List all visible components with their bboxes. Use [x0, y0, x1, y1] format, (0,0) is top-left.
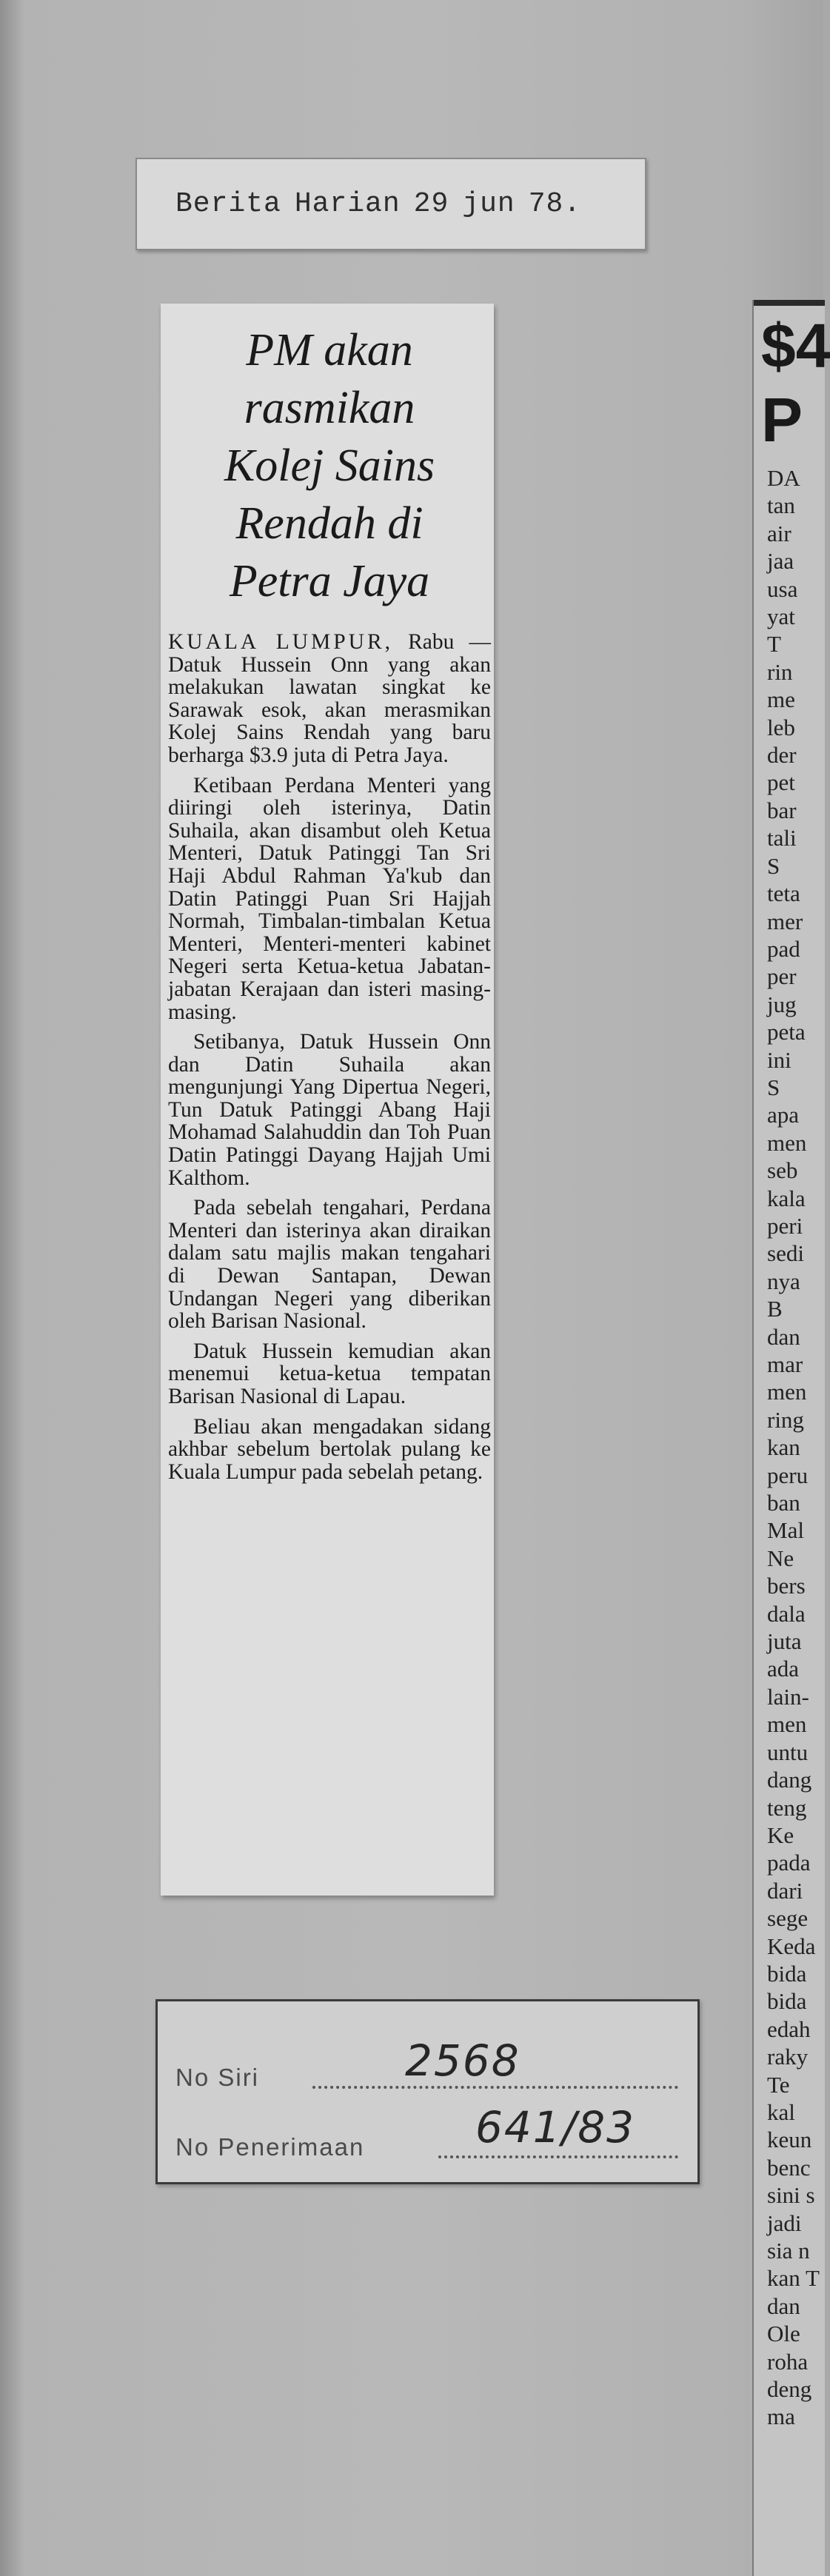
article-paragraph: Setibanya, Datuk Hussein Onn dan Datin Suhaila akan mengunjungi Yang Dipertua Negeri, Tun Datuk Patinggi Abang Haji Mohamad Salahuddin dan Toh Puan Datin Patinggi Dayang Hajjah Umi Kalthom.	[168, 1030, 491, 1190]
article-body	[168, 631, 491, 1483]
adjacent-text-line: juta	[767, 1628, 802, 1655]
adjacent-text-line: peru	[767, 1462, 809, 1488]
adjacent-text-line: bers	[767, 1573, 806, 1599]
adjacent-headline-2: P	[761, 385, 803, 455]
adjacent-text-line: bida	[767, 1988, 807, 2015]
adjacent-text-line: men	[767, 1711, 807, 1738]
adjacent-text-line: T	[767, 631, 781, 658]
penerimaan-value: 641/83	[475, 2102, 636, 2152]
headline-line: Rendah di	[235, 498, 424, 549]
adjacent-text-line: keun	[767, 2127, 812, 2153]
adjacent-text-line: S	[767, 852, 780, 879]
adjacent-text-line: dang	[767, 1767, 812, 1793]
siri-label: No Siri	[175, 2064, 260, 2091]
adjacent-text-line: dan	[767, 1323, 800, 1350]
adjacent-text-line: pet	[767, 769, 795, 796]
adjacent-text-line: dala	[767, 1600, 806, 1627]
headline-line: Petra Jaya	[229, 556, 430, 606]
adjacent-text-line: ban	[767, 1490, 800, 1516]
stamp-newspaper-2: Harian	[294, 188, 401, 220]
adjacent-text-line: ini	[767, 1046, 791, 1073]
stamp-year: 78.	[528, 188, 582, 220]
adjacent-text-line: peta	[767, 1019, 806, 1046]
registry-card	[155, 1999, 700, 2184]
adjacent-text-line: mer	[767, 908, 803, 934]
adjacent-headline-1: $4	[761, 311, 830, 381]
adjacent-text-line: benc	[767, 2154, 811, 2181]
siri-dotted-line	[312, 2086, 678, 2089]
adjacent-text-line: bar	[767, 797, 797, 823]
adjacent-text-line: untu	[767, 1739, 809, 1765]
adjacent-rule	[754, 300, 825, 306]
article-paragraph	[168, 631, 491, 767]
adjacent-text-line: nya	[767, 1268, 800, 1294]
adjacent-text-line: mar	[767, 1351, 803, 1377]
article-headline	[168, 321, 491, 610]
adjacent-text-line: der	[767, 742, 797, 769]
adjacent-text-line: Ke	[767, 1821, 794, 1848]
adjacent-text-line: kal	[767, 2098, 795, 2125]
stamp-day: 29	[413, 188, 449, 220]
adjacent-text-lines	[767, 464, 825, 2431]
adjacent-text-line: peri	[767, 1212, 803, 1239]
adjacent-text-line: sia n	[767, 2238, 810, 2264]
stamp-newspaper-1: Berita	[175, 188, 281, 220]
stamp-month: jun	[462, 188, 515, 220]
adjacent-text-line: dan	[767, 2292, 800, 2319]
adjacent-text-line: S	[767, 1074, 780, 1100]
adjacent-text-line: sedi	[767, 1240, 804, 1267]
adjacent-text-line: usa	[767, 575, 798, 602]
article-dateline: KUALA LUMPUR,	[168, 630, 394, 654]
article-paragraph: Datuk Hussein kemudian akan menemui ketua-ketua tempatan Barisan Nasional di Lapau.	[168, 1339, 491, 1408]
adjacent-text-line: yat	[767, 603, 795, 630]
newspaper-clipping	[161, 304, 494, 1896]
adjacent-text-line: men	[767, 1129, 807, 1156]
adjacent-text-line: kala	[767, 1185, 806, 1211]
adjacent-text-line: kan T	[767, 2265, 820, 2292]
adjacent-text-line: deng	[767, 2376, 812, 2403]
adjacent-text-line: me	[767, 686, 795, 713]
adjacent-text-line: tali	[767, 825, 797, 852]
adjacent-text-line: edah	[767, 2015, 811, 2042]
adjacent-text-line: pada	[767, 1850, 811, 1876]
penerimaan-dotted-line	[438, 2155, 678, 2158]
adjacent-text-line: Ne	[767, 1545, 794, 1571]
adjacent-text-line: jug	[767, 991, 797, 1017]
penerimaan-label: No Penerimaan	[175, 2133, 365, 2161]
article-lead: Rabu — Datuk Hussein Onn yang akan melakukan lawatan singkat ke Sarawak esok, akan merasmikan Kolej Sains Rendah yang baru berharga $3.9 juta di Petra Jaya.	[168, 630, 491, 767]
adjacent-text-line: lain-	[767, 1683, 809, 1710]
siri-row	[175, 2035, 678, 2096]
adjacent-text-line: apa	[767, 1102, 800, 1128]
adjacent-text-line: tan	[767, 492, 795, 519]
article-paragraph: Beliau akan mengadakan sidang akhbar sebelum bertolak pulang ke Kuala Lumpur pada sebelah petang.	[168, 1414, 491, 1484]
adjacent-text-line: ring	[767, 1406, 804, 1433]
adjacent-text-line: DA	[767, 465, 800, 491]
headline-line: rasmikan	[244, 383, 415, 433]
adjacent-text-line: roha	[767, 2348, 809, 2375]
adjacent-text-line: air	[767, 520, 791, 546]
adjacent-text-line: dari	[767, 1877, 803, 1904]
adjacent-text-line: leb	[767, 714, 795, 740]
adjacent-text-line: kan	[767, 1434, 800, 1461]
adjacent-text-line: sege	[767, 1905, 809, 1932]
source-stamp	[135, 158, 646, 250]
adjacent-text-line: rin	[767, 658, 793, 685]
adjacent-text-line: Mal	[767, 1517, 804, 1544]
headline-line: PM akan	[246, 325, 413, 375]
adjacent-text-line: per	[767, 963, 797, 990]
adjacent-text-line: sini s	[767, 2182, 815, 2209]
adjacent-text-line: B	[767, 1296, 783, 1322]
adjacent-text-line: seb	[767, 1157, 798, 1184]
adjacent-text-line: Te	[767, 2071, 790, 2098]
adjacent-text-line: jadi	[767, 2209, 802, 2236]
adjacent-text-line: bida	[767, 1960, 807, 1987]
article-paragraph: Ketibaan Perdana Menteri yang diiringi oleh isterinya, Datin Suhaila, akan disambut oleh Ketua Menteri, Datuk Patinggi Tan Sri Haji Abdul Rahman Ya'kub dan Datin Patinggi Puan Sri Hajjah Normah, Timbalan-timbalan Ketua Menteri, Menteri-menteri kabinet Negeri serta Ketua-ketua Jabatan-jabatan Kerajaan dan isteri masing-masing.	[168, 773, 491, 1024]
adjacent-text-line: pad	[767, 935, 800, 962]
adjacent-text-line: ada	[767, 1656, 800, 1682]
adjacent-text-line: Ole	[767, 2321, 800, 2347]
adjacent-text-line: teng	[767, 1794, 807, 1821]
adjacent-text-line: raky	[767, 2044, 809, 2070]
adjacent-text-line: teta	[767, 880, 800, 907]
siri-value: 2568	[405, 2035, 521, 2086]
adjacent-text-line: men	[767, 1379, 807, 1405]
article-paragraph: Pada sebelah tengahari, Perdana Menteri dan isterinya akan diraikan dalam satu majlis makan tengahari di Dewan Santapan, Dewan Undangan Negeri yang diberikan oleh Barisan Nasional.	[168, 1196, 491, 1334]
penerimaan-row	[175, 2102, 678, 2166]
adjacent-text-line: ma	[767, 2403, 795, 2430]
headline-line: Kolej Sains	[224, 441, 435, 491]
adjacent-clipping	[752, 300, 830, 2576]
adjacent-text-line: Keda	[767, 1933, 816, 1959]
adjacent-text-line: jaa	[767, 548, 794, 575]
